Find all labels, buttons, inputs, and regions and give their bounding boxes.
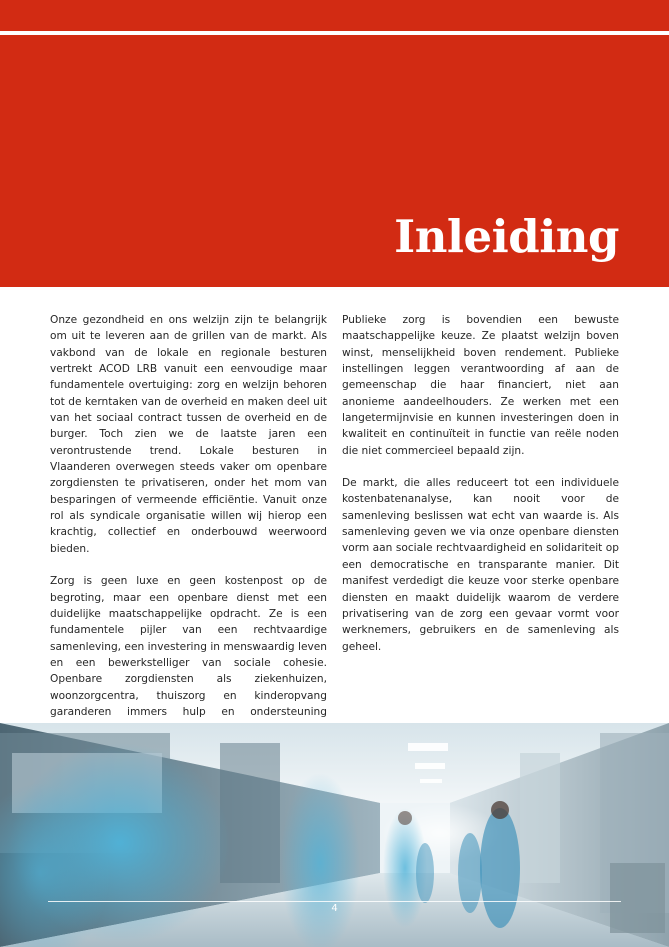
header-banner	[0, 0, 669, 287]
header-stripe	[0, 31, 669, 35]
page-title: Inleiding	[394, 210, 619, 263]
paragraph: Onze gezondheid en ons welzijn zijn te belangrijk om uit te leveren aan de grillen van de markt. Als vakbond van de lokale en regionale besturen vertrekt ACOD LRB vanuit een eenvoudige maar fundamentele overtuiging: zorg en welzijn behoren tot de kerntaken van de overheid en maken deel uit van het sociaal contract tussen de overheid en de burger. Toch zien we de laatste jaren een verontrustende trend. Lokale besturen in Vlaanderen overwegen steeds vaker om openbare zorgdiensten te privatiseren, onder het mom van besparingen of vermeende efficiëntie. Vanuit onze rol als syndicale organisatie willen wij hierop een krachtig, collectief en onderbouwd weerwoord bieden.	[50, 314, 327, 555]
paragraph: Publieke zorg is bovendien een bewuste maatschappelijke keuze. Ze plaatst welzijn boven winst, menselijkheid boven rendement. Publieke instellingen leggen verantwoording af aan de gemeenschap die haar financiert, niet aan anonieme aandeelhouders. Ze werken met een langetermijnvisie en kunnen investeringen doen in kwaliteit en continuïteit in functie van reële noden die niet commercieel bepaald zijn.	[342, 314, 619, 457]
page-number: 4	[331, 903, 338, 914]
paragraph: Zorg is geen luxe en geen kostenpost op de begroting, maar een openbare dienst met een duidelijke maatschappelijke opdracht. Ze is een fundamentele pijler van een rechtvaardige samenleving, een investering in menswaardig leven en een bewerkstelliger van sociale cohesie. Openbare zorgdiensten als ziekenhuizen, woonzorgcentra, thuiszorg en kinderopvang garanderen immers hulp en ondersteuning	[50, 575, 327, 718]
body-column-right	[342, 312, 619, 671]
paragraph: De markt, die alles reduceert tot een individuele kostenbatenanalyse, kan nooit voor de samenleving beslissen wat echt van waarde is. Als samenleving geven we via onze openbare diensten vorm aan sociale rechtvaardigheid en solidariteit op een democratische en transparante manier. Dit manifest verdedigt die keuze voor sterke openbare diensten en maakt duidelijk waarom de verdere privatisering van de zorg een gevaar vormt voor werknemers, gebruikers en de samenleving als geheel.	[342, 477, 619, 653]
footer-rule	[48, 901, 621, 902]
